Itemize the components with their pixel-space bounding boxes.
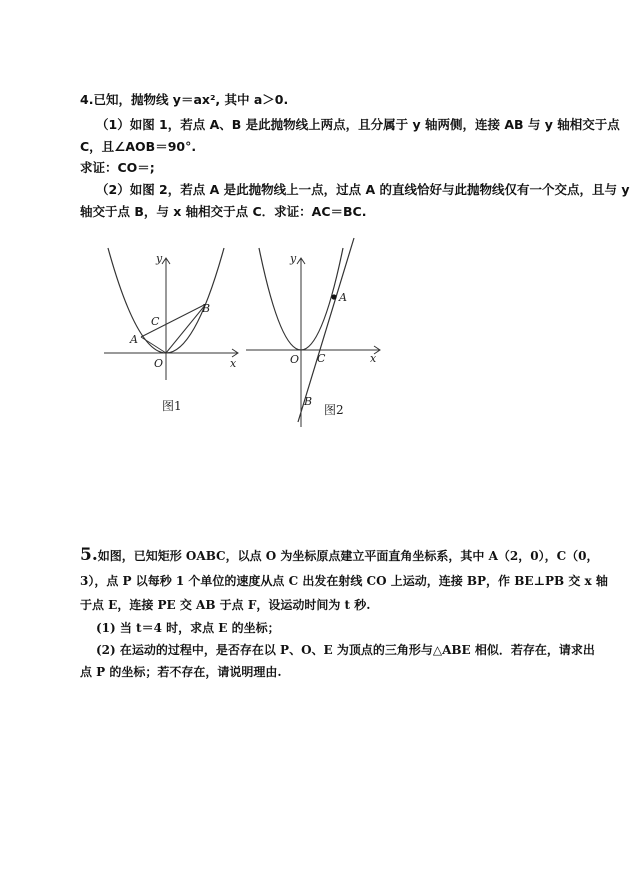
problem5-line1 bbox=[80, 547, 599, 564]
problem5-line3: 于点 E，连接 PE 交 AB 于点 F，设运动时间为 t 秒. bbox=[80, 598, 371, 612]
problem5-line4: (1) 当 t＝4 时，求点 E 的坐标； bbox=[96, 621, 280, 635]
figure1-label-a: A bbox=[130, 333, 138, 346]
figure1-segment-ao bbox=[141, 337, 166, 353]
figure1-label-x: x bbox=[230, 357, 237, 370]
figure1-label-b: B bbox=[202, 302, 211, 315]
figure1-label-o: O bbox=[154, 357, 164, 370]
problem4-line4: 求证：CO＝; bbox=[80, 160, 155, 175]
figure1-caption: 图1 bbox=[162, 399, 182, 413]
figure1-label-y: y bbox=[156, 252, 163, 265]
problem5-line1-text: 如图，已知矩形 OABC，以点 O 为坐标原点建立平面直角坐标系，其中 A（2，0），C（0， bbox=[97, 549, 599, 563]
figure2-label-c: C bbox=[317, 352, 326, 365]
figure2-diagram bbox=[246, 232, 386, 432]
problem5-line5: (2) 在运动的过程中，是否存在以 P、O、E 为顶点的三角形与△ABE 相似．若存在，请求出 bbox=[96, 643, 595, 657]
problem5-number: 5. bbox=[80, 545, 98, 565]
figure1-diagram bbox=[96, 240, 246, 390]
figure2-caption: 图2 bbox=[324, 403, 344, 417]
problem4-line6: 轴交于点 B，与 x 轴相交于点 C．求证：AC＝BC. bbox=[80, 204, 367, 219]
figure2-label-a: A bbox=[339, 291, 347, 304]
problem5-line2: 3），点 P 以每秒 1 个单位的速度从点 C 出发在射线 CO 上运动，连接 BP，作 BE⊥PB 交 x 轴 bbox=[80, 574, 608, 588]
problem4-line1: 4.已知，抛物线 y＝ax², 其中 a＞0. bbox=[80, 92, 289, 107]
problem5-line6: 点 P 的坐标；若不存在，请说明理由. bbox=[80, 665, 282, 679]
figure2-label-y: y bbox=[290, 252, 297, 265]
figure1-label-c: C bbox=[151, 315, 160, 328]
problem4-line2: （1）如图 1，若点 A、B 是此抛物线上两点，且分属于 y 轴两侧，连接 AB 与 y 轴相交于点 bbox=[96, 117, 620, 132]
figure2-label-o: O bbox=[290, 353, 300, 366]
figure2-label-x: x bbox=[370, 352, 377, 365]
figure2-label-b: B bbox=[304, 395, 313, 408]
problem4-line3: C，且∠AOB＝90°. bbox=[80, 139, 197, 154]
problem4-line5: （2）如图 2，若点 A 是此抛物线上一点，过点 A 的直线恰好与此抛物线仅有一个交点，且与 y bbox=[96, 182, 630, 197]
figure1-segment-ob bbox=[166, 304, 206, 353]
figure2-point-a bbox=[331, 294, 336, 299]
